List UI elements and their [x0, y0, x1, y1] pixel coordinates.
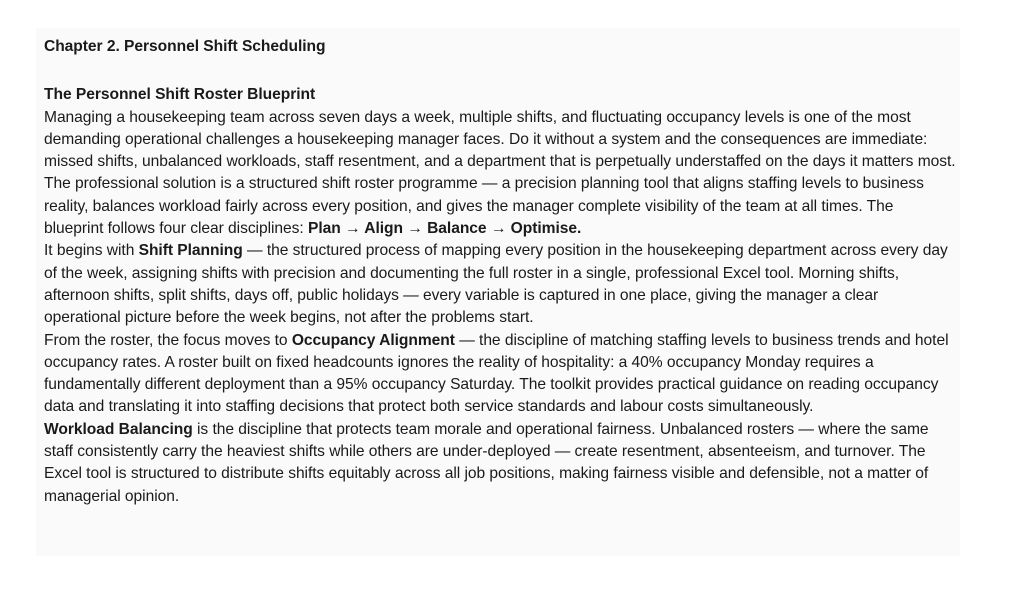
term-workload-balancing: Workload Balancing — [44, 420, 193, 438]
paragraph-workload-body: is the discipline that protects team morale and operational fairness. Unbalanced rosters — where the same staff consistently carry the heaviest shifts while others are under-deployed — create resentment, absenteeism, and turnover. The Excel tool is structured to distribute shifts equitably across all job positions, making fairness visible and defensible, not a matter of managerial opinion. — [44, 420, 929, 505]
paragraph-solution-text: The professional solution is a structured shift roster programme — a precision planning tool that aligns staffing levels to business reality, balances workload fairly across every position, and gives the manager complete visibility of the team at all times. The blueprint follows four clear disciplines: — [44, 175, 924, 238]
paragraph-shift-planning — [44, 240, 956, 329]
term-shift-planning: Shift Planning — [138, 242, 243, 260]
paragraph-shift-planning-lead: It begins with — [44, 242, 139, 260]
paragraph-workload-balancing — [44, 419, 956, 508]
paragraph-shift-planning-body: — the structured process of mapping every position in the housekeeping department across every day of the week, assigning shifts with precision and documenting the full roster in a single, professional Excel tool. Morning shifts, afternoon shifts, split shifts, days off, public holidays — every variable is captured in one place, giving the manager a clear operational picture before the week begins, not after the problems start. — [44, 242, 948, 327]
term-occupancy-alignment: Occupancy Alignment — [291, 331, 455, 349]
paragraph-occupancy-lead: From the roster, the focus moves to — [44, 331, 292, 349]
disciplines-sequence: Plan → Align → Balance → Optimise. — [307, 220, 582, 238]
paragraph-intro: Managing a housekeeping team across seven days a week, multiple shifts, and fluctuating occupancy levels is one of the most demanding operational challenges a housekeeping manager faces. Do it without a system and the consequences are immediate: missed shifts, unbalanced workloads, staff resentment, and a department that is perpetually understaffed on the days it matters most. — [44, 108, 956, 171]
document-page — [36, 28, 960, 556]
chapter-title: Chapter 2. Personnel Shift Scheduling — [44, 38, 326, 55]
paragraph-occupancy-alignment — [44, 330, 956, 419]
paragraph-solution — [44, 173, 956, 240]
spacer — [44, 58, 956, 84]
section-title: The Personnel Shift Roster Blueprint — [44, 86, 316, 104]
document-content — [44, 36, 956, 508]
paragraph-occupancy-body: — the discipline of matching staffing levels to business trends and hotel occupancy rates. A roster built on fixed headcounts ignores the reality of hospitality: a 40% occupancy Monday requires a fundamentally different deployment than a 95% occupancy Saturday. The toolkit provides practical guidance on reading occupancy data and translating it into staffing decisions that protect both service standards and labour costs simultaneously. — [44, 331, 949, 416]
